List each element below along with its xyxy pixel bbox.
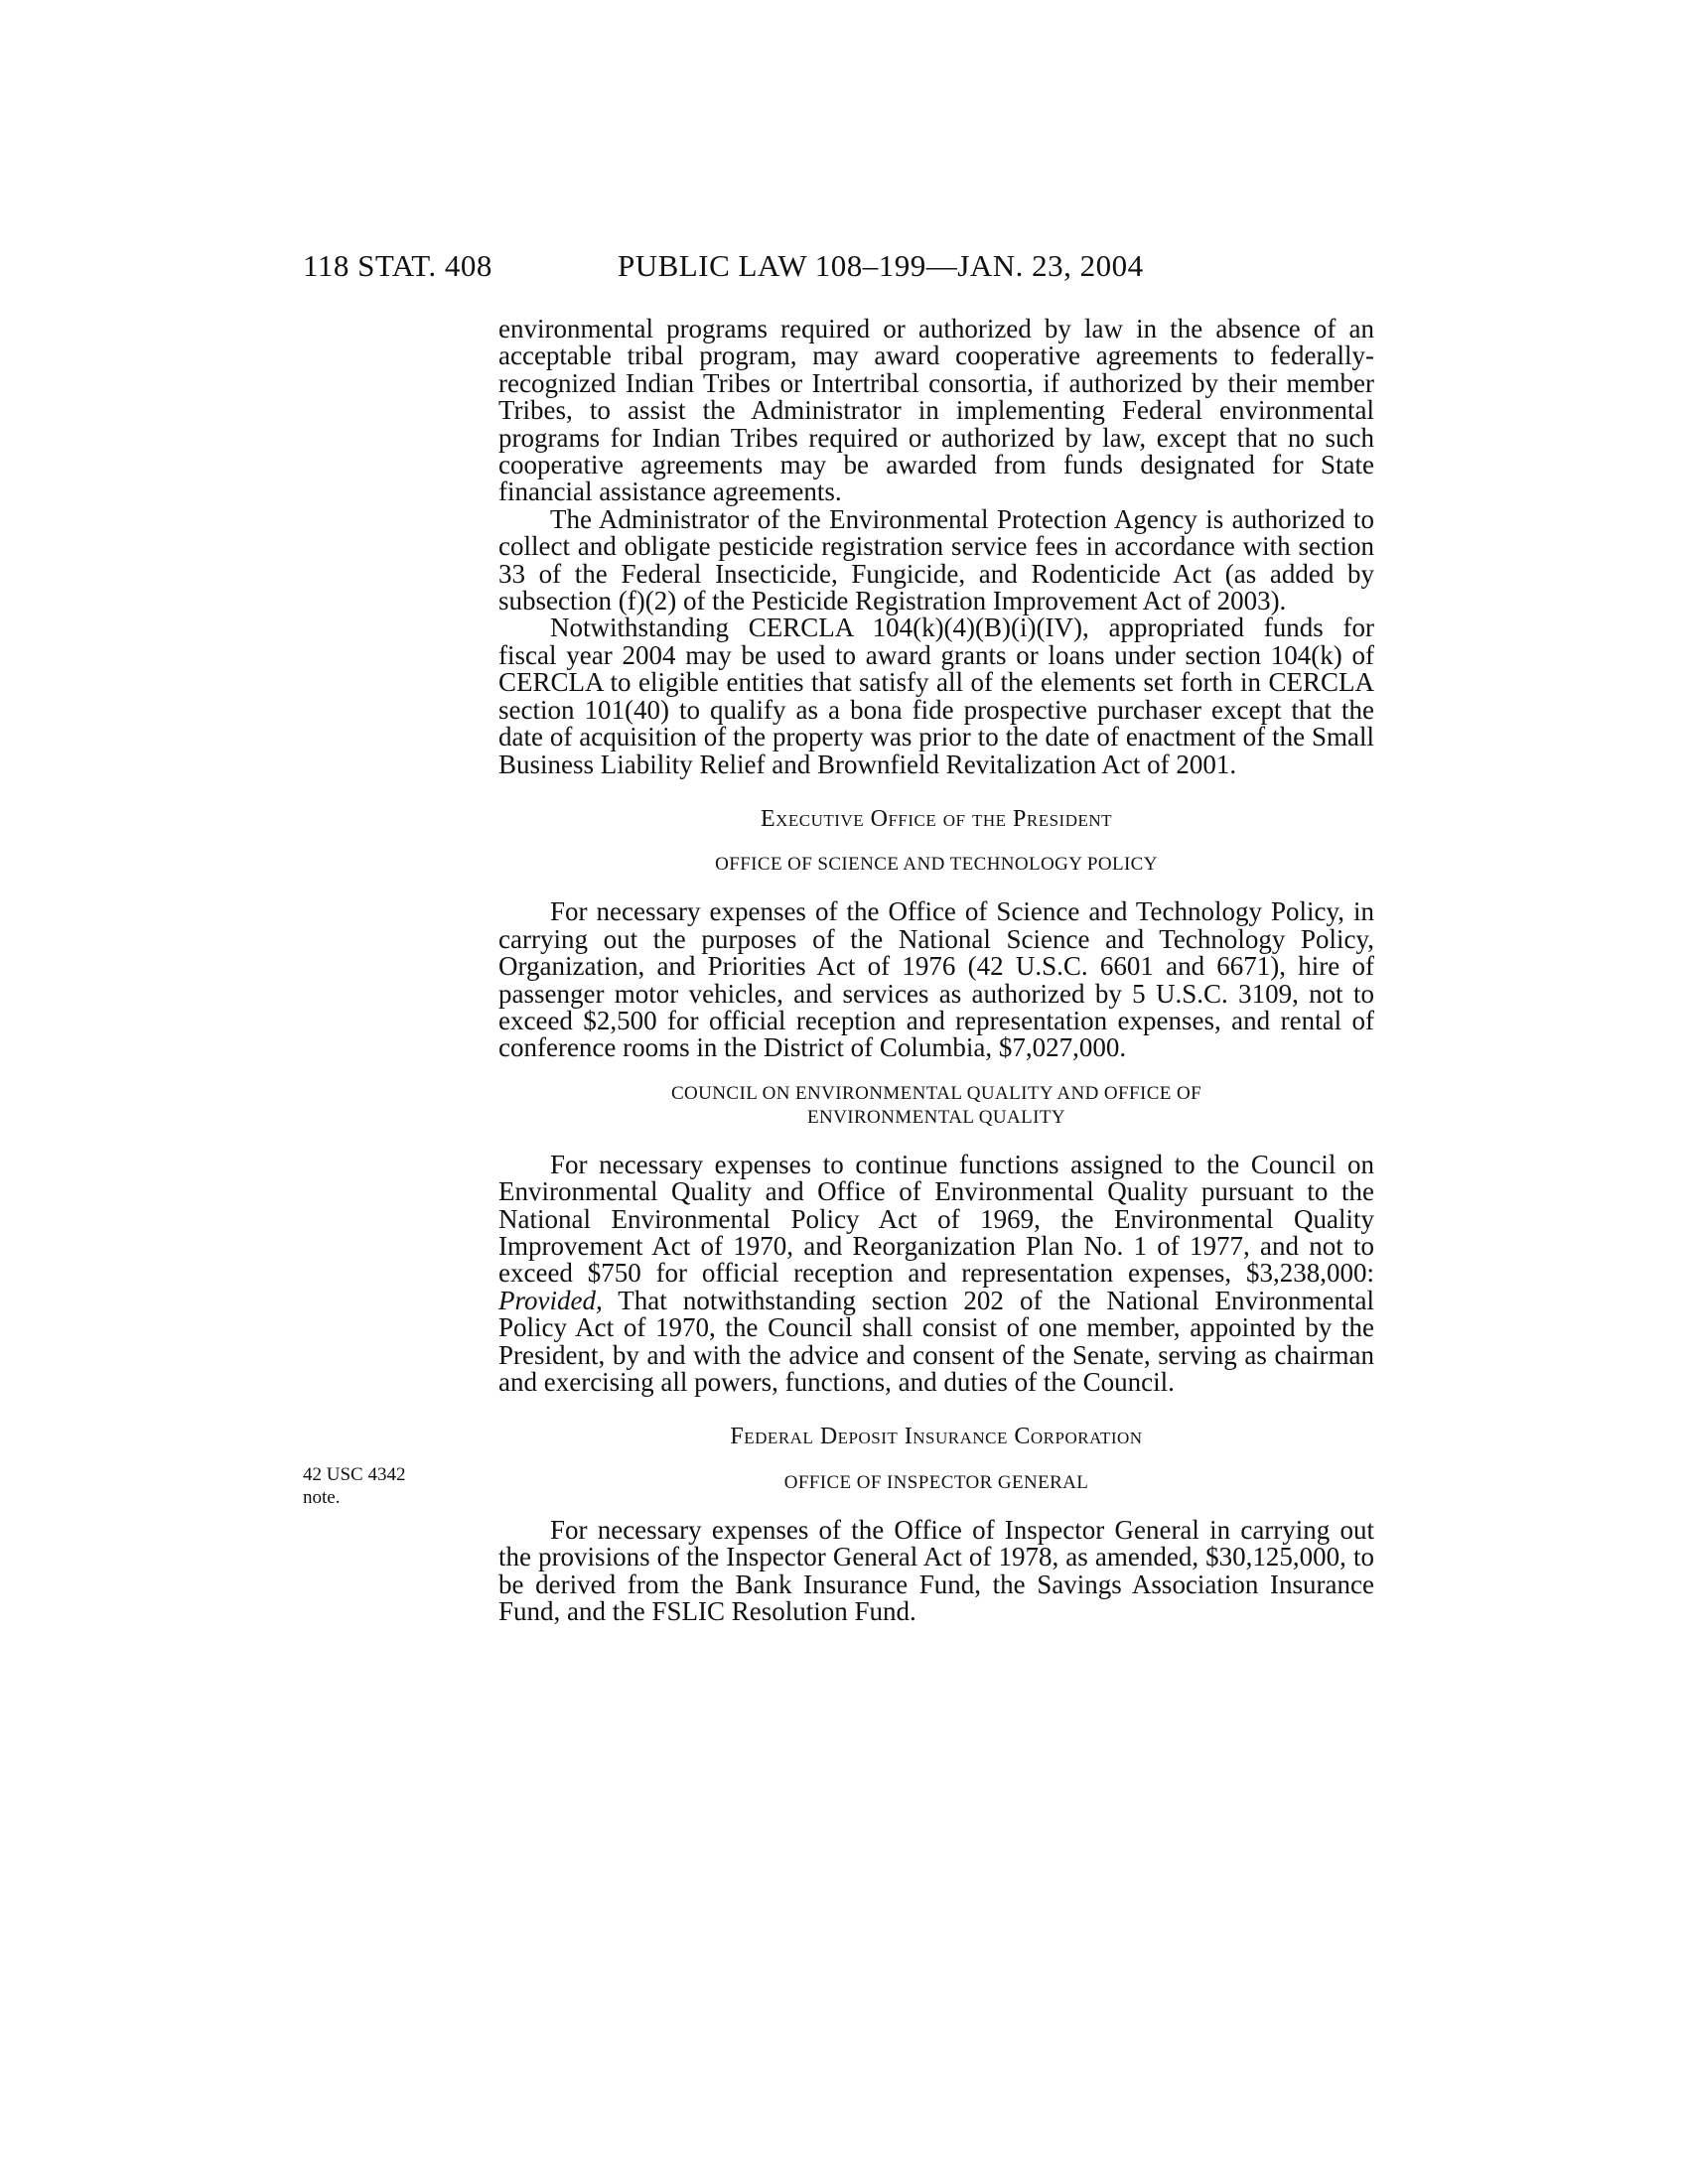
paragraph-oig-expenses: For necessary expenses of the Office of Inspector General in carrying out the provisions of the Inspector General Act of 1978, as amended, $30,125,000, to be derived from the Bank Insurance Fund, the Savings Association Insurance Fund, and the FSLIC Resolution Fund. (498, 1514, 1374, 1627)
margin-citation-note (303, 1463, 452, 1509)
proviso-italic: Provided, (498, 1285, 603, 1315)
heading-ceq (498, 1082, 1374, 1130)
heading-ceq-line1: COUNCIL ON ENVIRONMENTAL QUALITY AND OFFICE OF (670, 1082, 1202, 1104)
heading-ostp: OFFICE OF SCIENCE AND TECHNOLOGY POLICY (715, 854, 1158, 876)
ceq-text-part1: For necessary expenses to continue functions assigned to the Council on Environmental Quality and Office of Environmental Quality pursuant to the National Environmental Policy Act of 1969, the Environmental Quality Improvement Act of 1970, and Reorganization Plan No. 1 of 1977, and not to exceed $750 for official reception and representation expenses, $3,238,000: (498, 1149, 1374, 1289)
paragraph-pesticide-fees: The Administrator of the Environmental Protection Agency is authorized to collect and obligate pesticide registration service fees in accordance with section 33 of the Federal Insecticide, Fungicide, and Rodenticide Act (as added by subsection (f)(2) of the Pesticide Registration Improvement Act of 2003). (498, 503, 1374, 616)
heading-fdic: Federal Deposit Insurance Corporation (730, 1424, 1143, 1450)
stat-page-reference: 118 STAT. 408 (303, 248, 492, 283)
heading-executive-office: Executive Office of the President (760, 805, 1113, 832)
main-text-column (498, 316, 1374, 1625)
paragraph-ostp-expenses: For necessary expenses of the Office of Science and Technology Policy, in carrying out the purposes of the National Science and Technology Policy, Organization, and Priorities Act of 1976 (42 U.S.C. 6601 and 6671), hire of passenger motor vehicles, and services as authorized by 5 U.S.C. 3109, not to exceed $2,500 for official reception and representation expenses, and rental of conference rooms in the District of Columbia, $7,027,000. (498, 896, 1374, 1063)
ceq-text-part2: That notwithstanding section 202 of the National Environmental Policy Act of 1970, the Council shall consist of one member, appointed by the President, by and with the advice and consent of the Senate, serving as chairman and exercising all powers, functions, and duties of the Council. (498, 1285, 1375, 1397)
paragraph-tribal-programs: environmental programs required or authorized by law in the absence of an acceptable tribal program, may award cooperative agreements to federally-recognized Indian Tribes or Intertribal consortia, if authorized by their member Tribes, to assist the Administrator in implementing Federal environmental programs for Indian Tribes required or authorized by law, except that no such cooperative agreements may be awarded from funds designated for State financial assistance agreements. (498, 314, 1374, 507)
paragraph-ceq-expenses (498, 1149, 1375, 1397)
margin-note-line1: 42 USC 4342 (303, 1464, 406, 1485)
paragraph-cercla-grants: Notwithstanding CERCLA 104(k)(4)(B)(i)(IV), appropriated funds for fiscal year 2004 may be used to award grants or loans under section 104(k) of CERCLA to eligible entities that satisfy all of the elements set forth in CERCLA section 101(40) to qualify as a bona fide prospective purchaser except that the date of acquisition of the property was prior to the date of enactment of the Small Business Liability Relief and Brownfield Revitalization Act of 2001. (498, 613, 1374, 779)
heading-ceq-line2: ENVIRONMENTAL QUALITY (807, 1106, 1065, 1128)
heading-oig: OFFICE OF INSPECTOR GENERAL (783, 1471, 1089, 1493)
running-head-law-title: PUBLIC LAW 108–199—JAN. 23, 2004 (618, 248, 1144, 283)
margin-note-line2: note. (303, 1487, 341, 1508)
